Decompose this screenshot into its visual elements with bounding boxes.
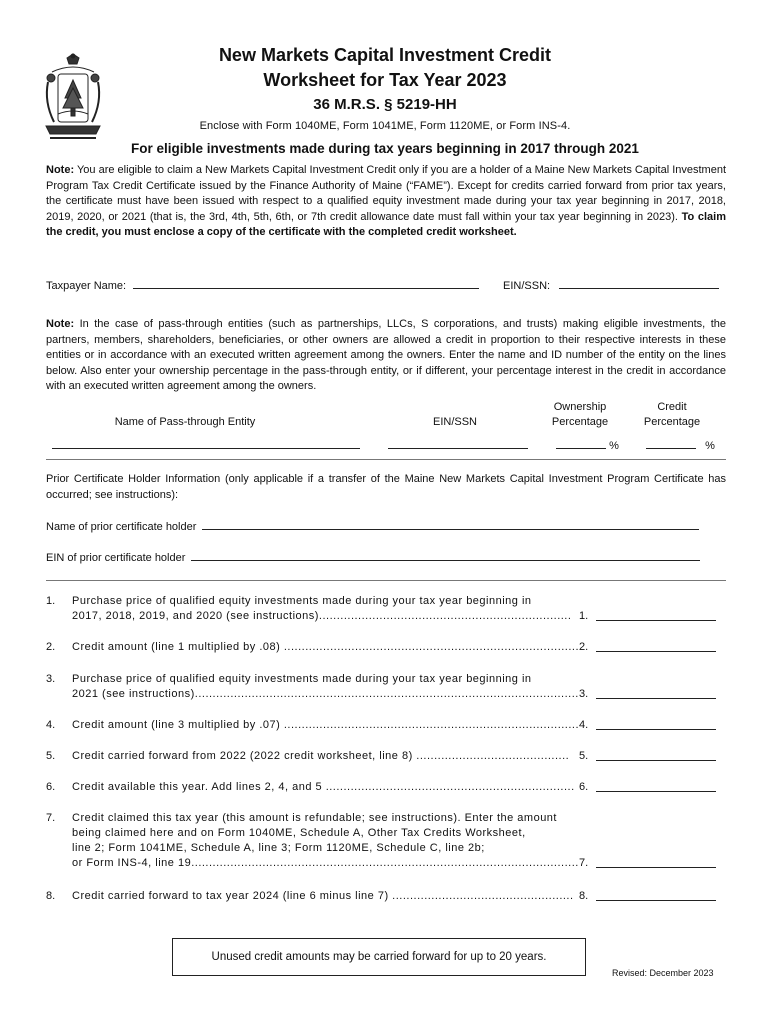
worksheet-line xyxy=(46,718,726,733)
carryforward-notice-box xyxy=(172,938,586,976)
line-number: 3. xyxy=(46,673,56,685)
line-description xyxy=(72,594,580,624)
entity-ein-cell xyxy=(388,438,528,452)
line-text: 2021 (see instructions)............................................................................................................ xyxy=(72,688,579,700)
worksheet-line xyxy=(46,672,726,702)
note2-text: In the case of pass-through entities (such as partnerships, LLCs, S corporations, and trusts) making eligible investments, the partners, members, shareholders, beneficiaries, or other owners are allowed a credit in proportion to their respective interests in these entities or in accordance with an executed written agreement among the owners. Enter the name and ID number of the entity on the lines below. Also enter your ownership percentage in the pass-through entity, or if different, your percentage interest in the credit in accordance with an executed written agreement among the owners. xyxy=(46,318,726,392)
prior-holder-name-field xyxy=(46,519,699,533)
taxpayer-name-field xyxy=(46,278,479,292)
col-entity-ein: EIN/SSN xyxy=(432,416,477,428)
form-title-line2: Worksheet for Tax Year 2023 xyxy=(263,70,507,90)
line-text: Credit amount (line 1 multiplied by .08) ................................................................................... xyxy=(72,641,580,653)
eligibility-heading: For eligible investments made during tax years beginning in 2017 through 2021 xyxy=(131,141,639,156)
worksheet-line xyxy=(46,749,726,764)
divider xyxy=(46,459,726,460)
col-ownership-label2: Percentage xyxy=(551,416,609,428)
credit-pct-symbol: % xyxy=(705,440,715,452)
worksheet-line xyxy=(46,594,726,624)
line-reference: 6. xyxy=(579,781,589,793)
ownership-pct-cell xyxy=(556,438,619,452)
line-description xyxy=(72,672,580,702)
worksheet-line xyxy=(46,889,726,904)
line-number: 2. xyxy=(46,641,56,653)
taxpayer-ein-label: EIN/SSN: xyxy=(503,280,551,292)
taxpayer-name-label: Taxpayer Name: xyxy=(46,280,127,292)
prior-holder-name-label: Name of prior certificate holder xyxy=(46,521,197,533)
enclose-instructions: Enclose with Form 1040ME, Form 1041ME, Form 1120ME, or Form INS-4. xyxy=(199,120,571,132)
line-reference: 5. xyxy=(579,750,589,762)
line-reference: 3. xyxy=(579,688,589,700)
prior-holder-ein-label: EIN of prior certificate holder xyxy=(46,552,186,564)
note-bold-text: To claim the credit, you must enclose a copy of the certificate with the completed credit worksheet. xyxy=(46,210,727,238)
taxpayer-name-input[interactable] xyxy=(133,278,479,289)
line-amount-input[interactable] xyxy=(596,687,716,699)
line-description xyxy=(72,811,580,871)
line-amount-input[interactable] xyxy=(596,718,716,730)
line-reference: 4. xyxy=(579,719,589,731)
pass-through-note xyxy=(46,317,726,395)
line-amount-input[interactable] xyxy=(596,780,716,792)
line-number: 4. xyxy=(46,719,56,731)
prior-holder-ein-field xyxy=(46,550,700,564)
line-number: 6. xyxy=(46,781,56,793)
line-number: 8. xyxy=(46,890,56,902)
line-text: Credit amount (line 3 multiplied by .07) ................................................................................... xyxy=(72,719,580,731)
line-text: Credit carried forward from 2022 (2022 credit worksheet, line 8) ........................................... xyxy=(72,750,570,762)
line-text: line 2; Form 1041ME, Schedule A, line 3; Form 1120ME, Schedule C, line 2b; xyxy=(72,842,485,854)
line-amount-input[interactable] xyxy=(596,640,716,652)
col-credit-label2: Percentage xyxy=(643,416,701,428)
line-text: Credit carried forward to tax year 2024 (line 6 minus line 7) ................................................... xyxy=(72,890,574,902)
line-number: 1. xyxy=(46,595,56,607)
line-description xyxy=(72,640,580,655)
worksheet-line xyxy=(46,811,726,871)
credit-pct-cell xyxy=(646,438,715,452)
taxpayer-ein-field xyxy=(503,278,719,292)
line-text: 2017, 2018, 2019, and 2020 (see instructions)....................................................................... xyxy=(72,610,572,622)
line-text: Purchase price of qualified equity investments made during your tax year beginning in xyxy=(72,595,532,607)
line-text: Credit available this year. Add lines 2, 4, and 5 ...................................................................... xyxy=(72,781,575,793)
worksheet-line xyxy=(46,640,726,655)
note2-label: Note: xyxy=(46,318,75,330)
note-label: Note: xyxy=(46,164,75,176)
col-ownership-label1: Ownership xyxy=(553,401,607,413)
prior-holder-intro: Prior Certificate Holder Information (only applicable if a transfer of the Maine New Markets Capital Investment Program Certificate has occurred; see instructions): xyxy=(46,473,726,501)
col-credit-label1: Credit xyxy=(657,401,687,413)
col-ownership-pct xyxy=(540,400,620,430)
taxpayer-ein-input[interactable] xyxy=(559,278,719,289)
line-reference: 1. xyxy=(579,610,589,622)
line-description xyxy=(72,749,580,764)
line-description xyxy=(72,718,580,733)
note-text: You are eligible to claim a New Markets Capital Investment Credit only if you are a holder of a Maine New Markets Capital Investment Program Tax Credit Certificate issued by the Finance Authority of Maine (“FAME”). Except for credits carried forward from prior tax years, the certificate must have been issued with respect to a qualified equity investment made during your tax year beginning in 2017, 2018, 2019, 2020, or 2021 (that is, the 3rd, 4th, 5th, 6th, or 7th credit allowance date must fall within your tax year beginning in 2023). xyxy=(46,164,726,223)
line-amount-input[interactable] xyxy=(596,749,716,761)
entity-row xyxy=(52,438,360,452)
prior-holder-ein-input[interactable] xyxy=(191,550,700,561)
col-credit-pct xyxy=(632,400,712,430)
ownership-pct-symbol: % xyxy=(609,440,619,452)
ownership-pct-input[interactable] xyxy=(556,438,606,449)
line-text: Purchase price of qualified equity investments made during your tax year beginning in xyxy=(72,673,532,685)
eligibility-note xyxy=(46,163,726,241)
line-amount-input[interactable] xyxy=(596,889,716,901)
line-reference: 7. xyxy=(579,857,589,869)
entity-name-input[interactable] xyxy=(52,438,360,449)
form-title-line1: New Markets Capital Investment Credit xyxy=(218,45,552,65)
carryforward-notice: Unused credit amounts may be carried forward for up to 20 years. xyxy=(211,951,547,963)
line-number: 7. xyxy=(46,812,56,824)
divider xyxy=(46,580,726,581)
line-amount-input[interactable] xyxy=(596,856,716,868)
line-reference: 2. xyxy=(579,641,589,653)
line-description xyxy=(72,780,580,795)
line-text: being claimed here and on Form 1040ME, Schedule A, Other Tax Credits Worksheet, xyxy=(72,827,526,839)
credit-pct-input[interactable] xyxy=(646,438,696,449)
line-text: Credit claimed this tax year (this amount is refundable; see instructions). Enter the amount xyxy=(72,812,557,824)
line-text: or Form INS-4, line 19............................................................................................................. xyxy=(72,857,579,869)
line-amount-input[interactable] xyxy=(596,609,716,621)
line-reference: 8. xyxy=(579,890,589,902)
revision-date: Revised: December 2023 xyxy=(612,968,714,978)
statute-reference: 36 M.R.S. § 5219-HH xyxy=(313,96,457,113)
worksheet-line xyxy=(46,780,726,795)
line-description xyxy=(72,889,580,904)
line-number: 5. xyxy=(46,750,56,762)
col-entity-name: Name of Pass-through Entity xyxy=(114,416,256,428)
entity-ein-input[interactable] xyxy=(388,438,528,449)
prior-holder-name-input[interactable] xyxy=(202,519,699,530)
